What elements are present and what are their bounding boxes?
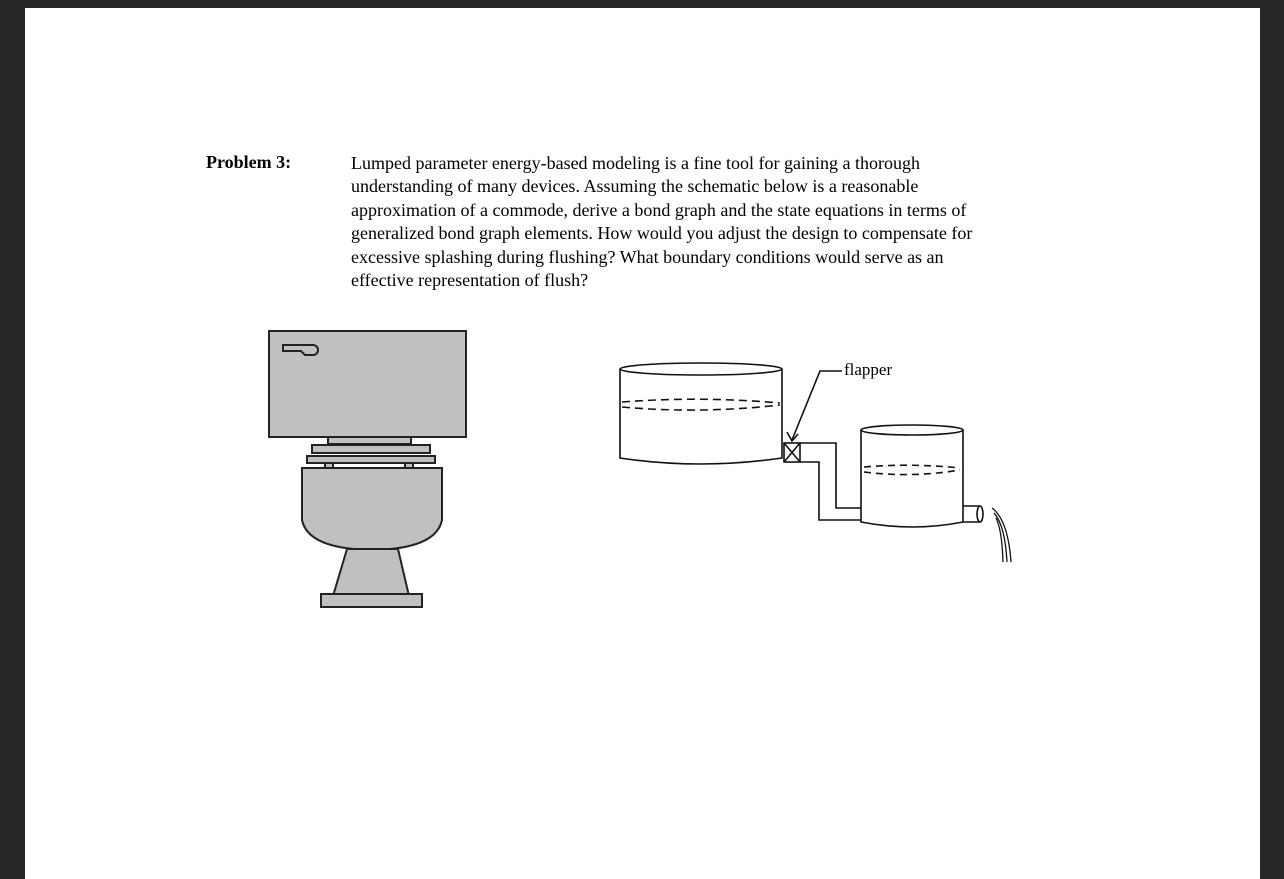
toilet-illustration bbox=[269, 331, 466, 607]
text-line: approximation of a commode, derive a bond graph and the state equations in terms of bbox=[351, 199, 967, 220]
text-line: Lumped parameter energy-based modeling is a fine tool for gaining a thorough bbox=[351, 153, 920, 173]
problem-label: Problem 3: bbox=[206, 152, 292, 172]
flapper-label: flapper bbox=[844, 360, 893, 379]
text-line: excessive splashing during flushing? What boundary conditions would serve as an bbox=[351, 246, 944, 267]
tank-schematic bbox=[620, 363, 1011, 562]
text-line: effective representation of flush? bbox=[351, 270, 589, 291]
text-line: understanding of many devices. Assuming the schematic below is a reasonable bbox=[351, 176, 919, 197]
text-line: generalized bond graph elements. How would you adjust the design to compensate for bbox=[351, 223, 973, 244]
